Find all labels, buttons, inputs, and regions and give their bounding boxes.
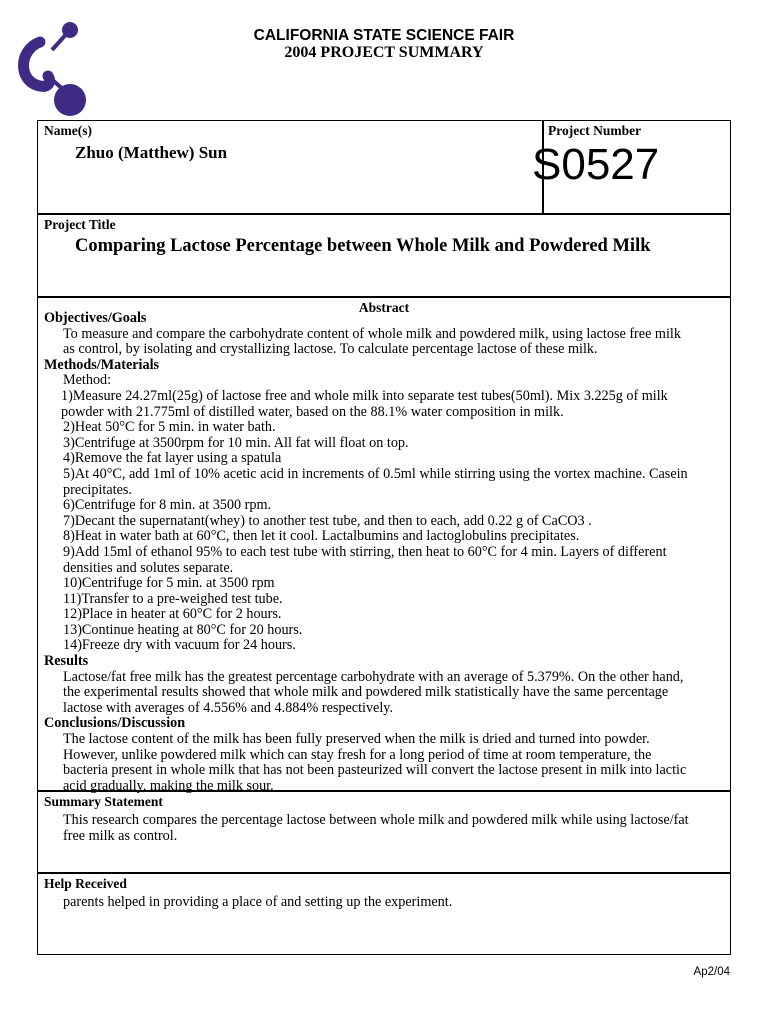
help-section [37,872,731,955]
names-label: Name(s) [44,123,92,138]
method-line: 8)Heat in water bath at 60°C, then let it cool. Lactalbumins and lactoglobulins precipitates. [63,528,580,545]
project-title: Comparing Lactose Percentage between Whole Milk and Powdered Milk [75,236,651,256]
objectives-heading: Objectives/Goals [44,310,147,326]
summary-text: This research compares the percentage lactose between whole milk and powdered milk while using lactose/fat free milk as control. [63,812,689,844]
project-number-label: Project Number [548,123,642,138]
method-line: Method: [63,372,112,389]
method-line: 11)Transfer to a pre-weighed test tube. [63,590,283,607]
method-line: 12)Place in heater at 60°C for 2 hours. [63,606,282,623]
methods-list [44,373,694,654]
summary-label: Summary Statement [44,794,163,809]
abstract-heading: Abstract [358,300,410,315]
project-title-label: Project Title [44,217,116,232]
method-line: 7)Decant the supernatant(whey) to another test tube, and then to each, add 0.22 g of CaCO3 . [63,512,592,529]
fair-name: CALIFORNIA STATE SCIENCE FAIR [253,27,515,44]
conclusions-text: The lactose content of the milk has been fully preserved when the milk is dried and turned into powder. However, unlike powdered milk which can stay fresh for a long period of time at room temperature, the bacteria present in whole milk that has not been pasteurized will convert the lactose present in milk into lactic acid gradually, making the milk sour. [63,731,687,794]
method-line: 14)Freeze dry with vacuum for 24 hours. [63,637,296,654]
results-heading: Results [44,653,89,670]
name-value: Zhuo (Matthew) Sun [75,143,228,162]
project-number: S0527 [532,140,660,189]
method-line: 5)At 40°C, add 1ml of 10% acetic acid in increments of 0.5ml while stirring using the vortex machine. Casein precipitates. [63,465,688,498]
method-line: 2)Heat 50°C for 5 min. in water bath. [63,419,276,436]
method-line: 9)Add 15ml of ethanol 95% to each test tube with stirring, then heat to 60°C for 4 min. Layers of different densities and solutes separate. [63,543,667,576]
conclusions-heading: Conclusions/Discussion [44,715,186,732]
form-version: Ap2/04 [693,966,730,978]
objectives-text: To measure and compare the carbohydrate content of whole milk and powdered milk, using lactose free milk as control, by isolating and crystallizing lactose. To calculate percentage lactose of these milk. [63,325,681,358]
science-fair-logo [18,20,90,120]
method-line: 3)Centrifuge at 3500rpm for 10 min. All fat will float on top. [63,434,409,451]
summary-title: 2004 PROJECT SUMMARY [284,44,484,61]
method-line: 1)Measure 24.27ml(25g) of lactose free and whole milk into separate test tubes(50ml). Mix 3.225g of milk powder with 21.775ml of distilled water, based on the 88.1% water composition in milk. [61,387,668,420]
results-text: Lactose/fat free milk has the greatest percentage carbohydrate with an average of 5.379%. On the other hand, the experimental results showed that whole milk and powdered milk statistically have the same percentage lactose with averages of 4.556% and 4.884% respectively. [63,668,684,716]
method-line: 10)Centrifuge for 5 min. at 3500 rpm [63,575,275,592]
abstract-content [44,311,694,794]
method-line: 6)Centrifuge for 8 min. at 3500 rpm. [63,497,272,514]
methods-heading: Methods/Materials [44,356,160,373]
method-line: 4)Remove the fat layer using a spatula [63,450,282,467]
help-text: parents helped in providing a place of and setting up the experiment. [63,894,453,910]
method-line: 13)Continue heating at 80°C for 20 hours. [63,621,303,638]
help-label: Help Received [44,876,127,891]
